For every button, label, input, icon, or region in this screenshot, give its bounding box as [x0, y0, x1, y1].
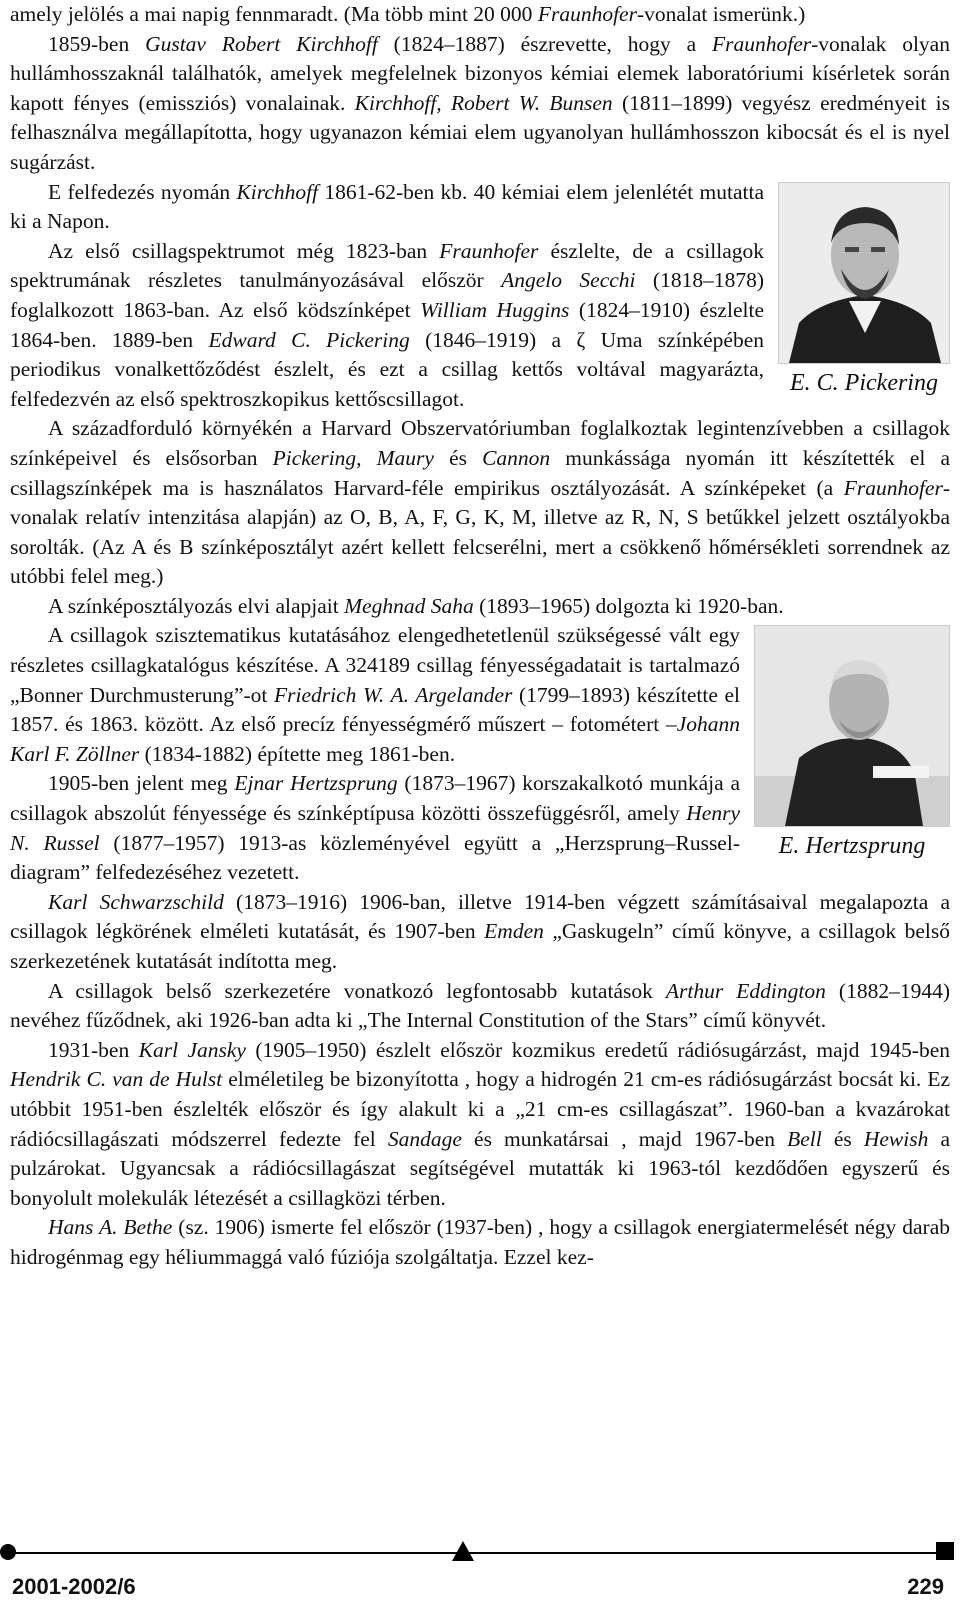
page-number: 229 — [907, 1574, 944, 1599]
hertzsprung-figure — [754, 625, 950, 860]
paragraph: A csillagok belső szerkezetére vonatkozó legfontosabb kutatások Arthur Eddington (1882–1944) nevéhez fűződnek, aki 1926-ban adta ki „The Internal Constitution of the Stars” című könyvét. — [10, 978, 950, 1033]
pickering-caption: E. C. Pickering — [790, 369, 938, 396]
pickering-photo — [778, 182, 950, 364]
paragraph: A századforduló környékén a Harvard Obszervatóriumban foglalkoztak legintenzívebben a csillagok színképeivel és elsősorban Pickering, Maury és Cannon munkássága nyomán itt készítették el a csillagszínképek ma is használatos Harvard-féle empirikus osztályozását. A színképeket (a Fraunhofer-vonalak relatív intenzitása alapján) az O, B, A, F, G, K, M, illetve az R, N, S betűkkel jelzett osztályokba sorolták. (Az A és B színképosztályt azért kellett felcserélni, mert a csökkenő hőmérsékleti sorrendnek az utóbbi felel meg.) — [10, 416, 951, 589]
triangle-icon — [452, 1541, 474, 1561]
square-icon — [936, 1542, 954, 1560]
paragraph: 1859-ben Gustav Robert Kirchhoff (1824–1887) észrevette, hogy a Fraunhofer-vonalak olyan hullámhosszaknál találhatók, amelyek megfelelnek bizonyos kémiai elemek laboratóriumi kísérletek során kapott fényes (emissziós) vonalainak. Kirchhoff, Robert W. Bunsen (1811–1899) vegyész eredményeit is felhasználva megállapította, hogy ugyanazon kémiai elem ugyanolyan hullámhosszon kibocsát és el is nyel sugárzást. — [10, 31, 950, 174]
paragraph: 1905-ben jelent meg Ejnar Hertzsprung (1873–1967) korszakalkotó munkája a csillagok abszolút fényessége és színképtípusa közötti összefüggésről, amely Henry N. Russel (1877–1957) 1913-as közleményével együtt a „Herzsprung–Russel-diagram” felfedezéséhez vezetett. — [10, 771, 741, 885]
article-body — [10, 0, 950, 1273]
paragraph: Az első csillagspektrumot még 1823-ban Fraunhofer észlelte, de a csillagok spektrumának részletes tanulmányozásával először Angelo Secchi (1818–1878) foglalkozott 1863-ban. Az első ködszínképet William Huggins (1824–1910) észlelte 1864-ben. 1889-ben Edward C. Pickering (1846–1919) a ζ Uma színképében periodikus vonalkettőződést észlelt, és ezt a csillag kettős voltával magyarázta, felfedezvén az első spektroszkopikus kettőscsillagot. — [10, 238, 764, 411]
circle-icon — [0, 1544, 16, 1560]
hertzsprung-photo — [754, 625, 950, 827]
paragraph: A színképosztályozás elvi alapjait Meghnad Saha (1893–1965) dolgozta ki 1920-ban. — [48, 593, 784, 618]
paragraph: A csillagok szisztematikus kutatásához elengedhetetlenül szükségessé vált egy részletes csillagkatalógus készítése. A 324189 csillag fényességadatait is tartalmazó „Bonner Durchmusterung”-ot Friedrich W. A. Argelander (1799–1893) készítette el 1857. és 1863. között. Az első precíz fényességmérő műszert – fotométert –Johann Karl F. Zöllner (1834-1882) építette meg 1861-ben. — [10, 623, 740, 766]
issue-number: 2001-2002/6 — [12, 1574, 136, 1599]
paragraph: Hans A. Bethe (sz. 1906) ismerte fel először (1937-ben) , hogy a csillagok energiatermelését négy darab hidrogénmag egy héliummaggá való fúziója szolgáltatja. Ezzel kez- — [10, 1215, 950, 1269]
paragraph: amely jelölés a mai napig fennmaradt. (Ma több mint 20 000 Fraunhofer-vonalat ismerünk.) — [10, 2, 806, 26]
paragraph: E felfedezés nyomán Kirchhoff 1861-62-ben kb. 40 kémiai elem jelenlétét mutatta ki a Napon. — [10, 179, 764, 234]
paragraph: 1931-ben Karl Jansky (1905–1950) észlelt először kozmikus eredetű rádiósugárzást, majd 1945-ben Hendrik C. van de Hulst elméletileg be bizonyította , hogy a hidrogén 21 cm-es rádiósugárzást bocsát ki. Ez utóbbit 1951-ben észlelték először és így alakult ki a „21 cm-es csillagászat”. 1960-ban a kvazárokat rádiócsillagászati módszerrel fedezte fel Sandage és munkatársai , majd 1967-ben Bell és Hewish a pulzárokat. Ugyancsak a rádiócsillagászat segítségével mutatták ki 1963-tól kezdődően egyszerű és bonyolult molekulák létezését a csillagközi térben. — [10, 1037, 951, 1210]
footer-rule — [8, 1552, 946, 1554]
page-footer — [0, 1530, 960, 1616]
hertzsprung-caption: E. Hertzsprung — [778, 833, 926, 860]
pickering-figure — [778, 182, 950, 397]
paragraph: Karl Schwarzschild (1873–1916) 1906-ban, illetve 1914-ben végzett számításaival megalapozta a csillagok légkörének elméleti kutatását, és 1907-ben Emden „Gaskugeln” című könyve, a csillagok belső szerkezetének kutatását indította meg. — [10, 889, 951, 973]
